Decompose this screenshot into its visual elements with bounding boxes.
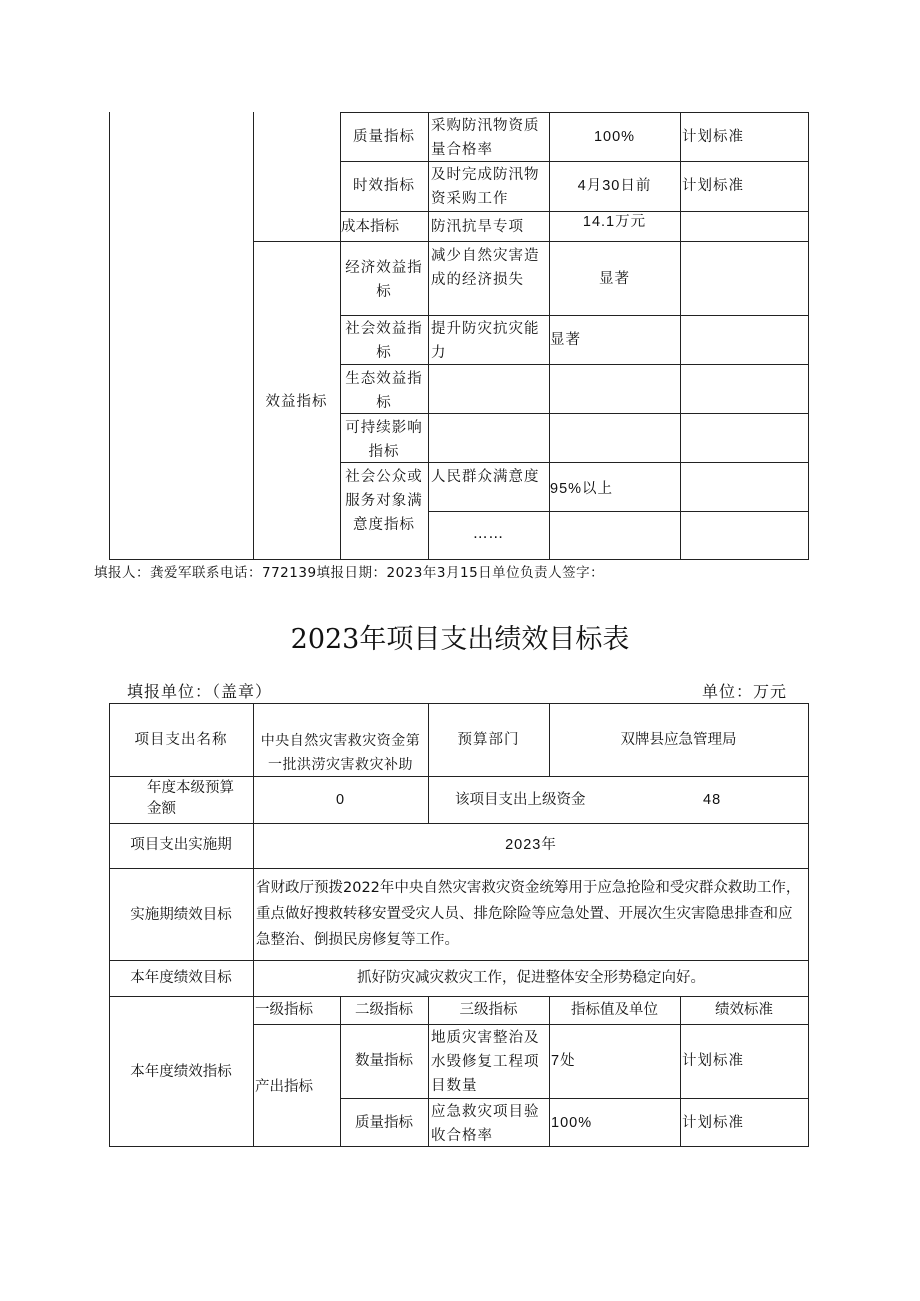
indicator-level3: 社会效益指 标 <box>345 321 423 361</box>
indicator-level3: 时效指标 <box>353 178 415 194</box>
header-value: 指标值及单位 <box>571 1002 658 1018</box>
table-border <box>109 823 809 824</box>
indicator-value: 100% <box>551 1115 593 1131</box>
indicator-level3: 可持续影响 指标 <box>345 420 423 460</box>
table-border <box>340 315 809 316</box>
period-value: 2023年 <box>505 837 557 853</box>
form-title: 2023年项目支出绩效目标表 <box>290 624 630 655</box>
table-border <box>109 960 809 961</box>
indicator-name: 防汛抗旱专项 <box>431 219 524 235</box>
indicator-name: 减少自然灾害造 成的经济损失 <box>431 248 540 288</box>
table-border <box>340 1098 809 1099</box>
period-label: 项目支出实施期 <box>130 837 232 853</box>
header-level1: 一级指标 <box>255 1002 313 1018</box>
budget-dept-value: 双牌县应急管理局 <box>620 732 737 748</box>
upper-funds-label: 该项目支出上级资金 <box>455 792 586 808</box>
indicator-name: …… <box>473 526 504 542</box>
indicator-standard: 计划标准 <box>682 1115 744 1131</box>
budget-dept-label: 预算部门 <box>457 732 520 748</box>
table-border <box>340 112 809 113</box>
indicator-level3: 成本指标 <box>341 219 399 235</box>
table-border <box>109 559 809 560</box>
output-indicator-label: 产出指标 <box>255 1079 313 1095</box>
indicator-value: 显著 <box>599 271 630 287</box>
upper-funds-value: 48 <box>703 792 722 808</box>
indicator-name: 采购防汛物资质 量合格率 <box>431 118 540 158</box>
table-border <box>109 868 809 869</box>
table-border <box>253 1024 809 1025</box>
footer-line: 填报人：龚爱军联系电话：772139填报日期：2023年3月15日单位负责人签字： <box>94 565 605 581</box>
table-border <box>808 112 809 560</box>
amount-unit-label: 单位：万元 <box>702 682 788 701</box>
indicator-level2: 数量指标 <box>355 1053 413 1069</box>
header-level3: 三级指标 <box>459 1002 518 1018</box>
indicator-value: 14.1万元 <box>582 214 647 230</box>
annual-budget-label: 年度本级预算 金额 <box>147 780 234 817</box>
table-border <box>109 996 809 997</box>
annual-goal-label: 本年度绩效目标 <box>130 970 232 986</box>
table-border <box>253 112 254 560</box>
project-name-label: 项目支出名称 <box>134 732 228 748</box>
indicator-standard: 计划标准 <box>682 1053 744 1069</box>
table-border <box>808 703 809 1147</box>
annual-goal-text: 抓好防灾减灾救灾工作，促进整体安全形势稳定向好。 <box>357 970 705 986</box>
table-border <box>109 703 809 704</box>
indicator-standard: 计划标准 <box>682 178 744 194</box>
project-name-value: 中央自然灾害救灾资金第 一批洪涝灾害救灾补助 <box>260 733 421 773</box>
indicator-standard: 计划标准 <box>682 129 744 145</box>
indicator-name: 及时完成防汛物 资采购工作 <box>431 167 540 207</box>
period-goal-text: 省财政厅预拨2022年中央自然灾害救灾资金统筹用于应急抢险和受灾群众救助工作，重点做好搜救转移安置受灾人员、排危除险等应急处置、开展次生灾害隐患排查和应急整治、倒损民房修复等工作。 <box>256 880 801 948</box>
fill-unit-label: 填报单位：（盖章） <box>127 682 273 701</box>
table-border <box>340 161 809 162</box>
indicator-level3: 质量指标 <box>353 129 415 145</box>
indicator-name: 提升防灾抗灾能 力 <box>431 321 540 361</box>
annual-budget-value: 0 <box>335 792 346 808</box>
indicator-level3: 经济效益指 标 <box>345 260 423 300</box>
indicator-value: 显著 <box>550 332 581 348</box>
table-border <box>109 112 110 560</box>
header-level2: 二级指标 <box>355 1002 413 1018</box>
table-border <box>428 776 429 823</box>
indicator-value: 4月30日前 <box>577 178 652 194</box>
indicator-level3: 社会公众或 服务对象满 意度指标 <box>345 469 423 533</box>
indicator-name: 人民群众满意度 <box>431 469 540 485</box>
annual-indicators-label: 本年度绩效指标 <box>130 1064 232 1080</box>
table-border <box>253 241 809 242</box>
period-goal-label: 实施期绩效目标 <box>130 907 232 923</box>
indicator-name: 地质灾害整治及 水毁修复工程项 目数量 <box>431 1030 540 1094</box>
indicator-value: 7处 <box>551 1053 576 1069</box>
table-border <box>109 776 809 777</box>
indicator-value: 95%以上 <box>550 481 614 497</box>
benefit-indicator-label: 效益指标 <box>265 394 328 410</box>
indicator-value: 100% <box>593 129 636 145</box>
indicator-level2: 质量指标 <box>355 1115 413 1131</box>
table-border <box>428 511 809 512</box>
indicator-name: 应急救灾项目验 收合格率 <box>431 1104 540 1144</box>
table-border <box>428 112 429 560</box>
indicator-level3: 生态效益指 标 <box>345 371 423 411</box>
header-standard: 绩效标准 <box>715 1002 773 1018</box>
table-border <box>680 112 681 560</box>
